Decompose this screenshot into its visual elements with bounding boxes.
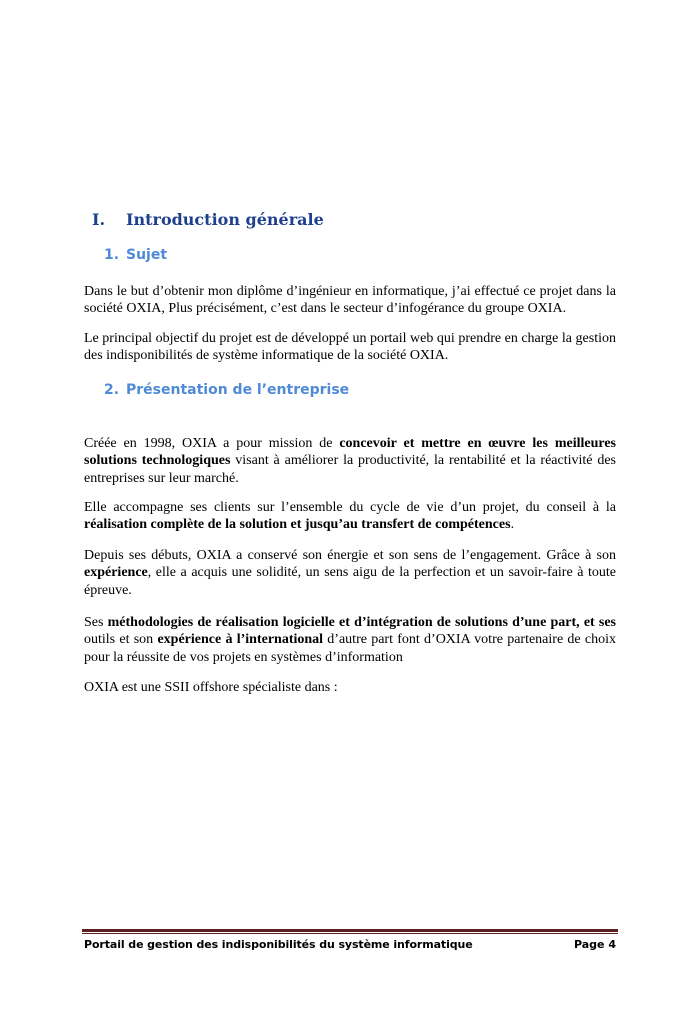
text-run-bold: concevoir et mettre en œuvre les meilleures solutions technologiques: [84, 436, 616, 469]
text-run: outils et son: [84, 632, 158, 648]
text-run: Depuis ses débuts, OXIA a conservé son énergie et son sens de l’engagement: [84, 548, 538, 563]
subsection-title: Présentation de l’entreprise: [126, 382, 350, 398]
text-run: d’autre part font d’OXIA votre partenaire de choix: [323, 632, 616, 648]
subsection-heading-presentation: [104, 382, 349, 398]
text-run: ce projet dans la société OXIA,: [84, 284, 616, 317]
subsection-heading-sujet: [104, 247, 167, 263]
text-run-bold: méthodologies de réalisation logicielle et d’intégration de solutions d’une part, et ses: [107, 615, 617, 630]
subsection-title: Sujet: [126, 247, 168, 263]
text-run: pour la réussite de vos projets en systèmes d’information: [84, 649, 403, 665]
paragraph-objectif: [84, 330, 616, 365]
paragraph-mission: [84, 435, 616, 487]
text-run: . Grâce à son: [537, 548, 616, 563]
section-title: Introduction générale: [126, 210, 324, 229]
paragraph-ssii: [84, 679, 616, 696]
subsection-number: 2.: [104, 382, 120, 398]
section-heading-introduction: [92, 210, 324, 229]
text-run: Elle acc: [84, 500, 132, 515]
section-number: I.: [92, 210, 106, 229]
text-run: Plus précisément, c’est dans le secteur d’infogérance du groupe OXIA.: [168, 301, 567, 317]
text-run: à la: [586, 500, 616, 515]
paragraph-engagement: [84, 547, 616, 599]
text-run: Dans le but d’obtenir mon diplôme d’ingénieur en informatique, j’ai effectué: [84, 284, 520, 299]
paragraph-accompagnement: [84, 499, 616, 534]
footer-divider: [82, 929, 618, 932]
text-run: OXIA est une SSII offshore spécialiste dans :: [84, 680, 338, 695]
text-run: ompagne ses clients sur l’ensemble du cycle de vie d’un projet, du conseil: [131, 500, 587, 515]
text-run: Le principal objectif du projet est de développé un portail web qui prendre en charge la gestion des indisponibilités de système informatique de la société OXIA.: [84, 331, 616, 364]
footer-title: Portail de gestion des indisponibilités du système informatique: [84, 938, 473, 951]
text-run-bold: expérience à l’international: [157, 632, 324, 648]
subsection-number: 1.: [104, 247, 120, 263]
text-run: Créée en 1998, OXIA a pour mission de: [84, 436, 340, 451]
text-run: , elle a acquis une solidité, un sens aigu de la perfection et un savoir-faire à toute épreuve.: [84, 565, 616, 598]
text-run-bold: expérience: [84, 565, 148, 581]
text-run: visant à améliorer la productivité, la rentabilité et la réactivité des entreprises sur leur marché.: [84, 453, 617, 486]
text-run-bold: réalisation complète de la solution et jusqu’au transfert de compétences: [84, 517, 511, 533]
paragraph-sujet: [84, 283, 616, 318]
text-run: .: [510, 517, 515, 533]
text-run: Ses: [84, 615, 108, 630]
paragraph-methodologies: [84, 614, 616, 666]
footer-divider-thin: [82, 933, 618, 934]
page-number: Page 4: [573, 938, 616, 951]
